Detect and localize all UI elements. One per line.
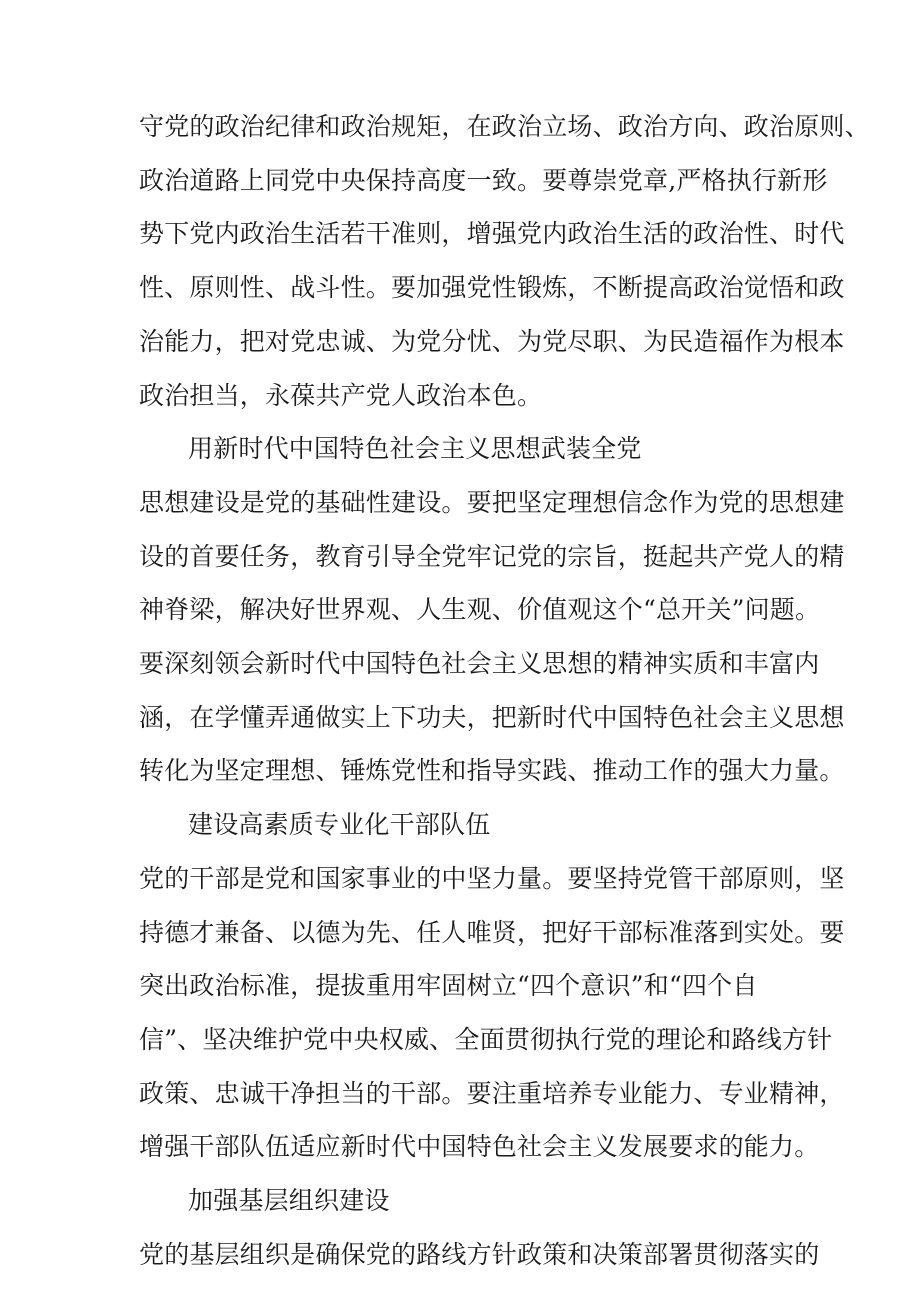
paragraph-line: 政策、忠诚干净担当的干部。要注重培养专业能力、专业精神， [139,1078,845,1108]
section-heading: 建设高素质专业化干部队伍 [188,810,491,840]
paragraph-line: 神脊梁，解决好世界观、人生观、价值观这个“总开关”问题。 [139,595,821,625]
paragraph-line: 党的干部是党和国家事业的中坚力量。要坚持党管干部原则，坚 [139,863,845,893]
paragraph-line: 性、原则性、战斗性。要加强党性锻炼，不断提高政治觉悟和政 [139,273,845,303]
paragraph-line: 守党的政治纪律和政治规矩，在政治立场、政治方向、政治原则、 [139,112,870,141]
paragraph-line: 增强干部队伍适应新时代中国特色社会主义发展要求的能力。 [139,1132,820,1162]
section-heading: 用新时代中国特色社会主义思想武装全党 [188,434,642,464]
paragraph-line: 信”、坚决维护党中央权威、全面贯彻执行党的理论和路线方针 [139,1024,833,1054]
paragraph-line: 转化为坚定理想、锤炼党性和指导实践、推动工作的强大力量。 [139,756,845,786]
paragraph-line: 政治担当，永葆共产党人政治本色。 [139,380,543,410]
section-heading: 加强基层组织建设 [188,1186,390,1215]
paragraph-line: 势下党内政治生活若干准则，增强党内政治生活的政治性、时代 [139,219,845,249]
paragraph-line: 突出政治标准，提拔重用牢固树立“四个意识”和“四个自 [139,971,758,1001]
paragraph-line: 政治道路上同党中央保持高度一致。要尊崇党章,严格执行新形 [139,165,828,195]
paragraph-line: 涵，在学懂弄通做实上下功夫，把新时代中国特色社会主义思想 [139,702,845,732]
paragraph-line: 持德才兼备、以德为先、任人唯贤，把好干部标准落到实处。要 [139,917,845,947]
paragraph-line: 治能力，把对党忠诚、为党分忧、为党尽职、为民造福作为根本 [139,326,845,356]
paragraph-line: 要深刻领会新时代中国特色社会主义思想的精神实质和丰富内 [139,649,820,678]
paragraph-line: 思想建设是党的基础性建设。要把坚定理想信念作为党的思想建 [139,487,845,517]
paragraph-line: 设的首要任务，教育引导全党牢记党的宗旨，挺起共产党人的精 [139,541,845,571]
paragraph-line: 党的基层组织是确保党的路线方针政策和决策部署贯彻落实的 [139,1239,820,1269]
